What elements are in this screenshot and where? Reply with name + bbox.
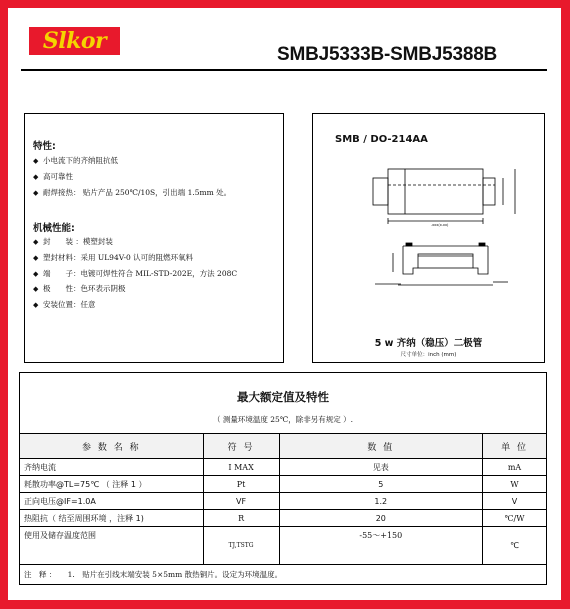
table-row [20, 476, 547, 493]
list-item: ◆ 高可靠性 [33, 169, 231, 185]
package-outline-drawing [313, 114, 544, 324]
diamond-bullet-icon: ◆ [33, 269, 39, 278]
param-symbol: I MAX [203, 459, 279, 476]
param-value: -55～+150 [279, 527, 483, 565]
table-row [20, 510, 547, 527]
package-unit-note: 尺寸单位：inch (mm) [400, 352, 457, 358]
column-header: 符 号 [203, 434, 279, 459]
param-value: 见表 [279, 459, 483, 476]
table-note: 注 释 ： 1. 贴片在引线末端安装 5×5mm 散热铜片。设定为环境温度。 [20, 565, 547, 585]
param-symbol: R [203, 510, 279, 527]
features-title: 特性: [33, 141, 56, 152]
list-item: ◆ 塑封材料：采用 UL94V-0 认可的阻燃环氧料 [33, 250, 237, 266]
dimension-label-icon: .xxx(x.xx) [431, 223, 449, 227]
features-panel [24, 113, 284, 363]
param-name: 热阻抗（ 结至周围环境 ，注释 1) [20, 510, 204, 527]
param-name: 使用及储存温度范围 [20, 527, 204, 565]
param-unit: ℃ [483, 527, 547, 565]
param-symbol: VF [203, 493, 279, 510]
header-rule [21, 69, 547, 71]
table-header-row [20, 434, 547, 459]
list-item: ◆ 小电流下的齐纳阻抗低 [33, 153, 231, 169]
column-header: 数 值 [279, 434, 483, 459]
param-unit: mA [483, 459, 547, 476]
param-name: 齐纳电流 [20, 459, 204, 476]
diamond-bullet-icon: ◆ [33, 188, 39, 197]
table-row [20, 493, 547, 510]
mechanical-list [33, 234, 237, 313]
diamond-bullet-icon: ◆ [33, 253, 39, 262]
diamond-bullet-icon: ◆ [33, 301, 39, 310]
diamond-bullet-icon: ◆ [33, 285, 39, 294]
package-panel [312, 113, 545, 363]
list-item: ◆ 安装位置：任意 [33, 297, 237, 313]
list-item: ◆ 封 装 ：模塑封装 [33, 234, 237, 250]
ratings-table [19, 372, 547, 585]
features-list [33, 153, 231, 200]
list-item: ◆ 端 子：电镀可焊性符合 MIL-STD-202E，方法 208C [33, 266, 237, 282]
param-value: 5 [279, 476, 483, 493]
brand-logo: Slkor [29, 27, 120, 55]
param-symbol: TJ,TSTG [203, 527, 279, 565]
part-number-title: SMBJ5333B-SMBJ5388B [277, 44, 498, 65]
param-unit: W [483, 476, 547, 493]
param-unit: ℃/W [483, 510, 547, 527]
diamond-bullet-icon: ◆ [33, 238, 39, 246]
mechanical-title: 机械性能: [33, 223, 75, 234]
list-item: ◆ 耐焊接热： 贴片产品 250℃/10S，引出端 1.5mm 处。 [33, 185, 231, 201]
table-note-row [20, 565, 547, 585]
param-name: 正向电压@IF=1.0A [20, 493, 204, 510]
list-item: ◆ 极 性：色环表示阴极 [33, 281, 237, 297]
table-row [20, 527, 547, 565]
table-row [20, 459, 547, 476]
package-caption: 5 w 齐纳（稳压）二极管 [374, 338, 483, 349]
param-value: 1.2 [279, 493, 483, 510]
param-unit: V [483, 493, 547, 510]
column-header: 单 位 [483, 434, 547, 459]
param-symbol: Pt [203, 476, 279, 493]
diamond-bullet-icon: ◆ [33, 172, 39, 181]
ratings-subtitle: （ 测量环境温度 25℃，除非另有规定 ）. [20, 405, 547, 434]
ratings-title: 最大额定值及特性 [20, 373, 547, 406]
param-value: 20 [279, 510, 483, 527]
diamond-bullet-icon: ◆ [33, 157, 39, 165]
param-name: 耗散功率@TL=75℃ （ 注释 1 ） [20, 476, 204, 493]
package-title: SMB / DO-214AA [335, 134, 428, 145]
column-header: 参 数 名 称 [20, 434, 204, 459]
